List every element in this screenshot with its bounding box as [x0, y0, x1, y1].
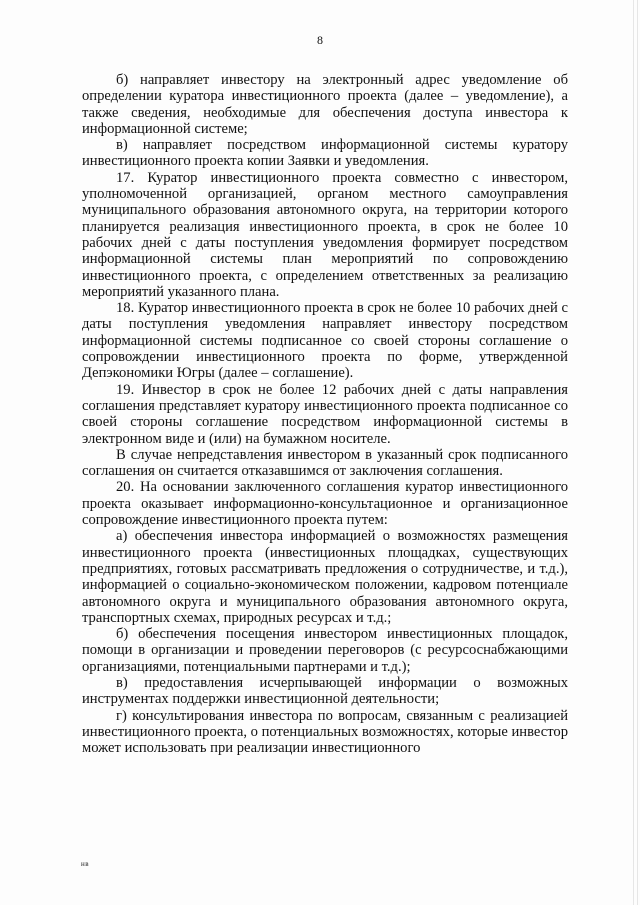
paragraph-17: 17. Куратор инвестиционного проекта совместно с инвестором, уполномоченной организацией, органом местного самоуправления муниципального образования автономного округа, на территории которого планируется реализация инвестиционного проекта, в срок не более 10 рабочих дней с даты поступления уведомления формирует посредством информационной системы план мероприятий по сопровождению инвестиционного проекта, с определением ответственных за реализацию мероприятий указанного плана. — [82, 169, 568, 300]
paragraph-16b: б) направляет инвестору на электронный адрес уведомление об определении куратора инвестиционного проекта (далее – уведомление), а также сведения, необходимые для обеспечения доступа инвестора к информационной системе; — [82, 72, 568, 137]
paragraph-18: 18. Куратор инвестиционного проекта в срок не более 10 рабочих дней с даты поступления уведомления направляет инвестору посредством информационной системы подписанное со своей стороны соглашение о сопровождении инвестиционного проекта по форме, утвержденной Депэкономики Югры (далее – соглашение). — [82, 300, 568, 382]
paragraph-20a: а) обеспечения инвестора информацией о возможностях размещения инвестиционного проекта (инвестиционных площадках, существующих предприятиях, готовых рассматривать предложения о сотрудничестве, и т.д.), информацией о социально-экономическом положении, кадровом потенциале автономного округа и муниципального образования автономного округа, транспортных схемах, природных ресурсах и т.д.; — [82, 528, 568, 626]
paragraph-20b: б) обеспечения посещения инвестором инвестиционных площадок, помощи в организации и проведении переговоров (с ресурсоснабжающими организациями, потенциальными партнерами и т.д.); — [82, 626, 568, 675]
paragraph-19-note: В случае непредставления инвестором в указанный срок подписанного соглашения он считается отказавшимся от заключения соглашения. — [82, 446, 568, 480]
paragraph-20: 20. На основании заключенного соглашения куратор инвестиционного проекта оказывает информационно-консультационное и организационное сопровождение инвестиционного проекта путем: — [82, 479, 568, 529]
paragraph-16v: в) направляет посредством информационной системы куратору инвестиционного проекта копии Заявки и уведомления. — [82, 137, 568, 170]
scan-edge — [633, 0, 634, 905]
page-number: 8 — [317, 33, 323, 47]
scan-edge-outer — [637, 0, 638, 905]
paragraph-20g: г) консультирования инвестора по вопросам, связанным с реализацией инвестиционного проекта, о потенциальных возможностях, которые инвестор может использовать при реализации инвестиционного — [82, 707, 568, 757]
paragraph-20v: в) предоставления исчерпывающей информации о возможных инструментах поддержки инвестиционной деятельности; — [82, 674, 568, 708]
footer-code: нв — [81, 860, 90, 868]
document-body — [82, 72, 568, 756]
paragraph-19: 19. Инвестор в срок не более 12 рабочих дней с даты направления соглашения представляет куратору инвестиционного проекта подписанное со своей стороны соглашение посредством информационной системы в электронном виде и (или) на бумажном носителе. — [82, 381, 568, 447]
